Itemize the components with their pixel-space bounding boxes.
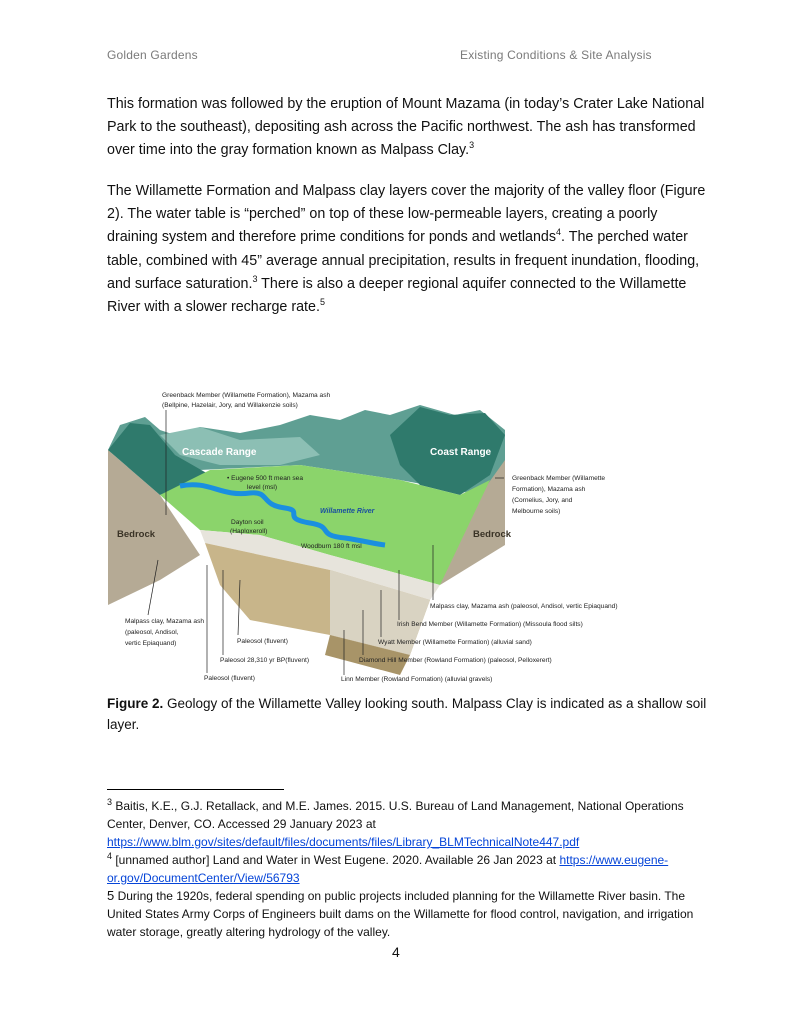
footnote-text: Baitis, K.E., G.J. Retallack, and M.E. James. 2015. U.S. Bureau of Land Management, National Operations Center, Denver, CO. Accessed 29 January 2023 at [107,799,684,831]
caption-label: Figure 2. [107,696,164,711]
label-paleosol: Paleosol (fluvent) [237,638,288,645]
label-malpass-right: Malpass clay, Mazama ash (paleosol, Andisol, vertic Epiaquand) [430,603,618,610]
paragraph-water-table [107,180,707,319]
footnote-text: During the 1920s, federal spending on public projects included planning for the Willamette River basin. The United States Army Corps of Engineers built dams on the Willamette for flood control, navigation, and irrigation water storage, greatly altering hydrology of the valley. [107,889,694,939]
paragraph-mazama [107,93,707,163]
footnote-text: [unnamed author] Land and Water in West Eugene. 2020. Available 26 Jan 2023 at [112,853,560,867]
footnote-link[interactable]: https://www.blm.gov/sites/default/files/documents/files/Library_BLMTechnicalNote447.pdf [107,835,580,849]
paragraph-text: . The perched water table, combined with 45” average annual precipitation, results in frequent inundation, flooding, and surface saturation. [107,229,700,292]
footnote-separator [107,789,284,790]
label-dayton: Dayton soil [231,519,264,526]
running-header-left: Golden Gardens [107,48,198,62]
label-eugene: level (msl) [247,484,278,491]
running-header-right: Existing Conditions & Site Analysis [460,48,652,62]
footnote-ref[interactable]: 5 [319,297,325,308]
label-coast-range: Coast Range [430,447,492,458]
label-paleosol-28310: Paleosol 28,310 yr BP(fluvent) [220,657,310,664]
label-greenback-right: Greenback Member (Willamette [512,475,606,482]
footnote-number: 5 [107,888,115,903]
label-cascade-range: Cascade Range [182,447,257,458]
label-greenback-right: (Cornelius, Jory, and [512,497,573,504]
footnote-ref[interactable]: 4 [556,227,562,238]
footnote-number: 4 [107,851,113,861]
label-linn: Linn Member (Rowland Formation) (alluvial gravels) [341,676,493,683]
caption-text: Geology of the Willamette Valley looking south. Malpass Clay is indicated as a shallow soil layer. [107,696,707,732]
footnote-5 [107,887,707,941]
label-paleosol: Paleosol (fluvent) [204,675,255,682]
footnote-ref[interactable]: 3 [252,274,258,285]
figure-caption [107,693,707,735]
footnote-link[interactable]: https://www.eugene-or.gov/DocumentCenter/View/56793 [107,853,669,885]
label-greenback-top: (Bellpine, Hazelair, Jory, and Willakenzie soils) [162,402,298,409]
label-wyatt: Wyatt Member (Willamette Formation) (alluvial sand) [378,639,532,646]
footnote-4 [107,851,707,887]
label-greenback-right: Melbourne soils) [512,508,561,515]
label-diamond-hill: Diamond Hill Member (Rowland Formation) (paleosol, Pelloxerert) [359,657,552,664]
paragraph-text: The Willamette Formation and Malpass clay layers cover the majority of the valley floor (Figure 2). The water table is “perched” on top of these low-permeable layers, creating a poorly draining system and therefore prime conditions for ponds and wetlands [107,183,706,246]
footnotes [107,797,707,941]
label-greenback-right: Formation), Mazama ash [512,486,586,493]
label-bedrock-right: Bedrock [473,529,512,540]
label-malpass-left: vertic Epiaquand) [125,640,177,647]
label-dayton: (Haploxeroll) [230,528,268,535]
footnote-ref[interactable]: 3 [469,140,475,151]
label-malpass-left: Malpass clay, Mazama ash [125,618,205,625]
paragraph-text: There is also a deeper regional aquifer connected to the Willamette River with a slower recharge rate. [107,275,687,316]
geology-diagram [100,385,660,685]
label-greenback-top: Greenback Member (Willamette Formation), Mazama ash [162,392,331,399]
paragraph-text: This formation was followed by the eruption of Mount Mazama (in today’s Crater Lake National Park to the southeast), depositing ash across the Pacific northwest. The ash has transformed over time into the gray formation known as Malpass Clay. [107,96,705,159]
page-number: 4 [392,944,400,960]
label-woodburn: Woodburn 180 ft msl [301,543,362,550]
label-bedrock-left: Bedrock [117,529,156,540]
footnote-3 [107,797,707,851]
label-malpass-left: (paleosol, Andisol, [125,629,179,636]
label-willamette-river: Willamette River [320,508,375,515]
label-irish-bend: Irish Bend Member (Willamette Formation) (Missoula flood silts) [397,621,583,628]
footnote-number: 3 [107,797,113,807]
label-eugene: • Eugene 500 ft mean sea [227,475,303,482]
